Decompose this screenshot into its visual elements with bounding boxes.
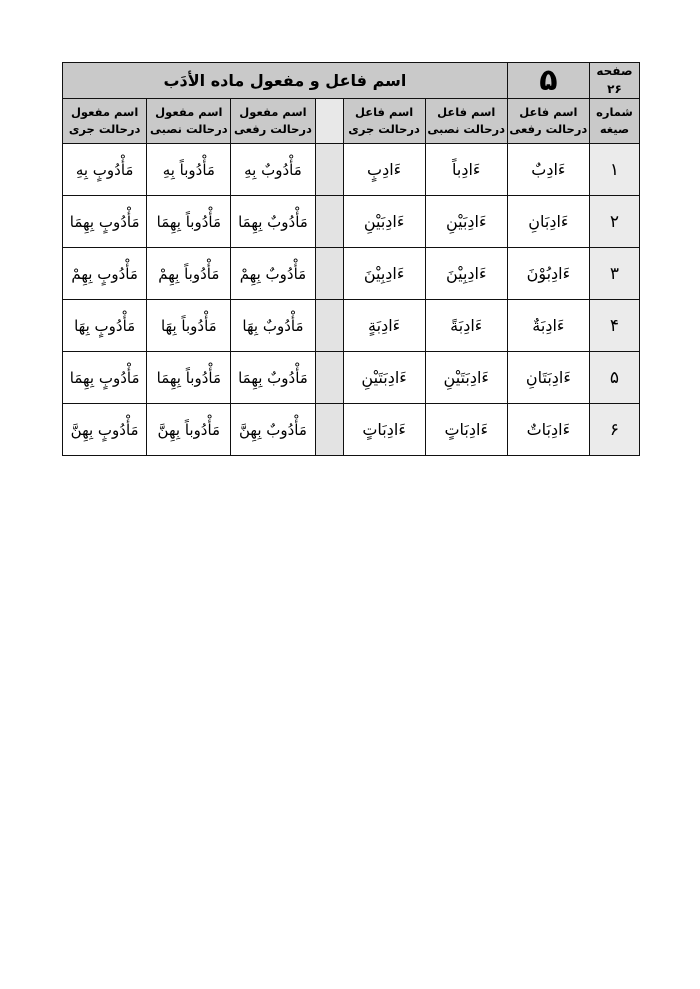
cell-maful-raf: مَأْدُوبٌ بِهِمَا — [231, 196, 315, 248]
cell-fael-nasb: ءَادِباً — [425, 144, 507, 196]
column-header-fael-raf-line1: اسم فاعل — [519, 104, 578, 119]
column-header-maful-jar — [63, 99, 147, 144]
column-header-fael-nasb — [425, 99, 507, 144]
table-row — [63, 352, 640, 404]
column-header-sigha-line2: صیغه — [599, 122, 630, 136]
table-row — [63, 404, 640, 456]
cell-fael-nasb: ءَادِبِيْنَ — [425, 248, 507, 300]
cell-maful-jar: مَأْدُوبٍ بِهِمَا — [63, 352, 147, 404]
page-label: صفحه — [596, 64, 633, 79]
column-header-fael-nasb-line1: اسم فاعل — [437, 104, 496, 119]
cell-fael-jar: ءَادِبٍ — [343, 144, 425, 196]
cell-fael-raf: ءَادِبَتَانِ — [507, 352, 589, 404]
row-index: ۶ — [589, 404, 639, 456]
cell-fael-raf: ءَادِبَاتٌ — [507, 404, 589, 456]
cell-fael-jar: ءَادِبَاتٍ — [343, 404, 425, 456]
conjugation-table-container — [62, 62, 640, 456]
cell-fael-raf: ءَادِبَانِ — [507, 196, 589, 248]
cell-maful-nasb: مَأْدُوباً بِهِمَا — [147, 352, 231, 404]
column-header-maful-raf-line2: درحالت رفعی — [234, 122, 312, 136]
row-index: ۱ — [589, 144, 639, 196]
cell-fael-raf: ءَادِبَةٌ — [507, 300, 589, 352]
column-header-sigha-line1: شماره — [596, 104, 633, 119]
table-row — [63, 300, 640, 352]
page-title: اسم فاعل و مفعول ماده الأدَب — [63, 63, 508, 99]
row-index: ۳ — [589, 248, 639, 300]
column-header-maful-raf-line1: اسم مفعول — [239, 104, 307, 119]
column-header-fael-jar-line2: درحالت جری — [348, 122, 420, 136]
column-header-sigha — [589, 99, 639, 144]
table-title-row — [63, 63, 640, 99]
table-row — [63, 144, 640, 196]
column-header-maful-jar-line1: اسم مفعول — [70, 104, 139, 119]
column-header-maful-jar-line2: درحالت جری — [68, 122, 141, 136]
cell-fael-jar: ءَادِبَيْنِ — [343, 196, 425, 248]
cell-fael-raf: ءَادِبٌ — [507, 144, 589, 196]
cell-maful-raf: مَأْدُوبٌ بِهِمَا — [231, 352, 315, 404]
column-separator — [315, 99, 343, 144]
page-number-cell — [589, 63, 639, 99]
cell-fael-jar: ءَادِبِيْنَ — [343, 248, 425, 300]
column-header-maful-nasb-line2: درحالت نصبی — [150, 122, 228, 136]
cell-maful-raf: مَأْدُوبٌ بِهِ — [231, 144, 315, 196]
row-index: ۲ — [589, 196, 639, 248]
column-header-fael-jar-line1: اسم فاعل — [354, 104, 414, 119]
column-header-fael-raf — [507, 99, 589, 144]
column-header-fael-jar — [343, 99, 425, 144]
column-header-maful-raf — [231, 99, 315, 144]
cell-maful-jar: مَأْدُوبٍ بِهِنَّ — [63, 404, 147, 456]
lesson-number-cell: ۵ — [507, 63, 589, 99]
cell-maful-nasb: مَأْدُوباً بِهِمْ — [147, 248, 231, 300]
cell-fael-jar: ءَادِبَتَيْنِ — [343, 352, 425, 404]
cell-maful-raf: مَأْدُوبٌ بِهِمْ — [231, 248, 315, 300]
column-separator — [315, 300, 343, 352]
cell-fael-raf: ءَادِبُوْنَ — [507, 248, 589, 300]
table-row — [63, 196, 640, 248]
table-header-row — [63, 99, 640, 144]
column-separator — [315, 144, 343, 196]
column-separator — [315, 404, 343, 456]
page-number: ۲۶ — [607, 81, 622, 96]
conjugation-table — [62, 62, 640, 456]
row-index: ۵ — [589, 352, 639, 404]
cell-fael-jar: ءَادِبَةٍ — [343, 300, 425, 352]
row-index: ۴ — [589, 300, 639, 352]
cell-maful-jar: مَأْدُوبٍ بِهِ — [63, 144, 147, 196]
cell-fael-nasb: ءَادِبَةً — [425, 300, 507, 352]
cell-fael-nasb: ءَادِبَيْنِ — [425, 196, 507, 248]
cell-fael-nasb: ءَادِبَتَيْنِ — [425, 352, 507, 404]
column-separator — [315, 248, 343, 300]
cell-maful-jar: مَأْدُوبٍ بِهَا — [63, 300, 147, 352]
cell-maful-raf: مَأْدُوبٌ بِهَا — [231, 300, 315, 352]
table-row — [63, 248, 640, 300]
column-header-maful-nasb-line1: اسم مفعول — [155, 104, 223, 119]
column-header-maful-nasb — [147, 99, 231, 144]
column-separator — [315, 196, 343, 248]
cell-maful-nasb: مَأْدُوباً بِهِنَّ — [147, 404, 231, 456]
cell-maful-jar: مَأْدُوبٍ بِهِمَا — [63, 196, 147, 248]
cell-maful-nasb: مَأْدُوباً بِهِ — [147, 144, 231, 196]
cell-maful-jar: مَأْدُوبٍ بِهِمْ — [63, 248, 147, 300]
column-header-fael-raf-line2: درحالت رفعی — [509, 122, 588, 136]
cell-fael-nasb: ءَادِبَاتٍ — [425, 404, 507, 456]
cell-maful-nasb: مَأْدُوباً بِهِمَا — [147, 196, 231, 248]
column-header-fael-nasb-line2: درحالت نصبی — [427, 122, 506, 136]
cell-maful-raf: مَأْدُوبٌ بِهِنَّ — [231, 404, 315, 456]
column-separator — [315, 352, 343, 404]
cell-maful-nasb: مَأْدُوباً بِهَا — [147, 300, 231, 352]
